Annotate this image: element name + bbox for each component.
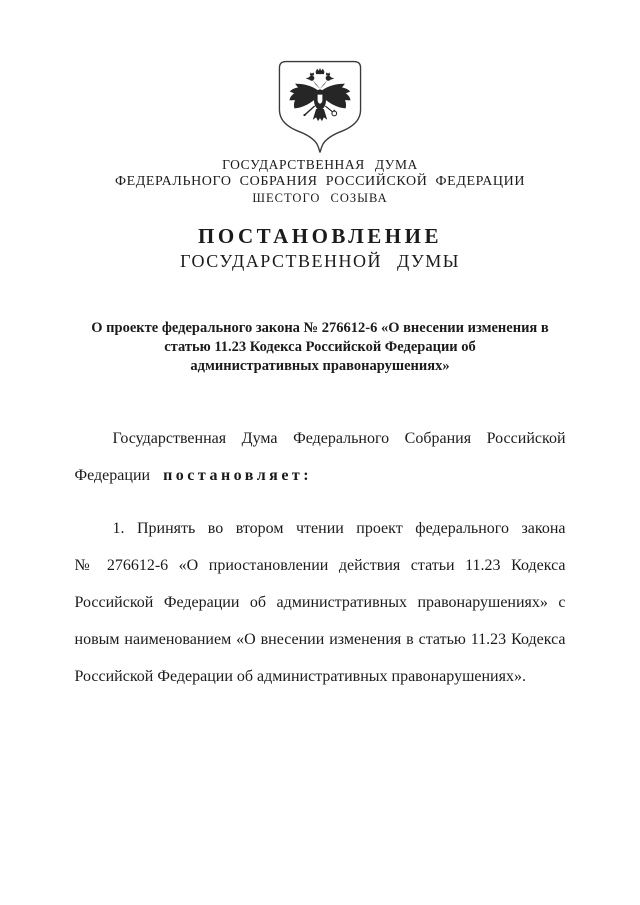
document-type-subtitle: ГОСУДАРСТВЕННОЙ ДУМЫ xyxy=(180,251,460,271)
resolution-title xyxy=(0,319,640,376)
resolution-title-line-1: О проекте федерального закона № 276612-6 «О внесении изменения в xyxy=(91,320,549,336)
enacting-clause-verb: постановляет: xyxy=(163,467,313,484)
enacting-clause-paragraph xyxy=(75,420,566,494)
issuing-body-name: ГОСУДАРСТВЕННАЯ ДУМА xyxy=(222,157,418,172)
convocation-label: ШЕСТОГО СОЗЫВА xyxy=(252,191,388,205)
resolution-item-1: 1. Принять во втором чтении проект федерального закона № 276612-6 «О приостановлении действия статьи 11.23 Кодекса Российской Федерации об административных правонарушениях» с новым наименованием «О внесении изменения в статью 11.23 Кодекса Российской Федерации об административных правонарушениях». xyxy=(74,520,566,685)
resolution-title-line-3: административных правонарушениях» xyxy=(190,358,450,374)
resolution-title-line-2: статью 11.23 Кодекса Российской Федерации об xyxy=(164,339,476,355)
resolution-body xyxy=(75,420,566,695)
document-type-heading xyxy=(0,223,640,273)
enacting-clause-line-1: Государственная Дума Федерального Собрания Российской xyxy=(112,430,566,447)
issuing-body-subtitle: ФЕДЕРАЛЬНОГО СОБРАНИЯ РОССИЙСКОЙ ФЕДЕРАЦИИ xyxy=(114,174,526,189)
document-type-title: ПОСТАНОВЛЕНИЕ xyxy=(198,224,442,248)
enacting-clause-line-2 xyxy=(75,457,566,494)
russian-coat-of-arms-icon xyxy=(277,59,363,155)
issuing-body-header xyxy=(0,157,640,206)
enacting-clause-subject: Федерации xyxy=(74,467,151,484)
